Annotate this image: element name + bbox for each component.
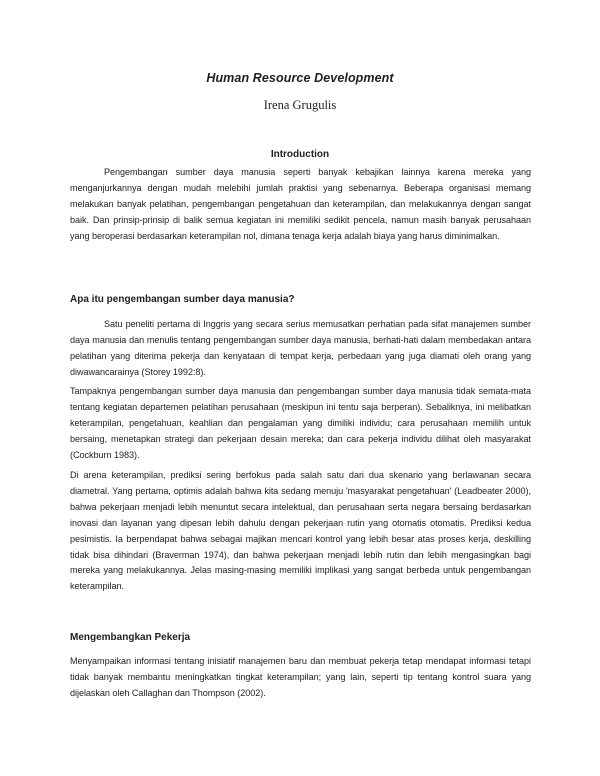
section-heading-developing-workers: Mengembangkan Pekerja	[70, 632, 191, 643]
document-title: Human Resource Development	[206, 71, 394, 85]
what-is-hrd-paragraph-1: Satu peneliti pertama di Inggris yang secara serius memusatkan perhatian pada sifat manajemen sumber daya manusia dan menulis tentang pengembangan sumber daya manusia, berhati-hati dalam membedakan antara pelatihan yang diterima pekerja dan kenyataan di tempat kerja, perbedaan yang juga diamati oleh orang yang diwawancarainya (Storey 1992:8).	[70, 319, 531, 377]
introduction-heading: Introduction	[270, 149, 330, 160]
what-is-hrd-paragraph-3: Di arena keterampilan, prediksi sering berfokus pada salah satu dari dua skenario yang berlawanan secara diametral. Yang pertama, optimis adalah bahwa kita sedang menuju 'masyarakat pengetahuan' (Leadbeater 2000), bahwa pekerjaan menjadi lebih menuntut secara intelektual, dan perusahaan serta negara bersaing berdasarkan inovasi dan layanan yang dipesan lebih dahulu dengan pekerjaan rutin yang otomatis otomatis. Prediksi kedua pesimistis. Ia berpendapat bahwa sebagai majikan mencari kontrol yang lebih besar atas proses kerja, deskilling tidak bisa dihindari (Braverman 1974), dan bahwa pekerjaan menjadi lebih rutin dan lebih mengasingkan bagi mereka yang melakukannya. Jelas masing-masing memiliki implikasi yang sangat berbeda untuk pengembangan keterampilan.	[70, 470, 531, 592]
document-author: Irena Grugulis	[263, 98, 337, 112]
what-is-hrd-paragraph-2: Tampaknya pengembangan sumber daya manusia dan pengembangan sumber daya manusia tidak semata-mata tentang kegiatan departemen pelatihan perusahaan (meskipun ini tentu saja berperan). Sebaliknya, ini melibatkan keterampilan, pengetahuan, keahlian dan pengalaman yang dimiliki individu; cara perusahaan memilih untuk bersaing, menetapkan strategi dan pekerjaan desain mereka; dan cara pekerja individu dilihat oleh masyarakat (Cockburn 1983).	[70, 386, 531, 460]
section-heading-what-is-hrd: Apa itu pengembangan sumber daya manusia?	[70, 294, 295, 305]
developing-workers-paragraph: Menyampaikan informasi tentang inisiatif manajemen baru dan membuat pekerja tetap mendapat informasi tetapi tidak banyak membantu meningkatkan tingkat keterampilan; yang lain, seperti tip tentang kontrol suara yang dijelaskan oleh Callaghan dan Thompson (2002).	[70, 656, 531, 698]
introduction-paragraph: Pengembangan sumber daya manusia seperti banyak kebajikan lainnya karena mereka yang menganjurkannya dengan mudah melebihi jumlah praktisi yang sebenarnya. Beberapa organisasi memang melakukan banyak pelatihan, pengembangan pengetahuan dan keterampilan, dan melakukannya dengan sangat baik. Dan prinsip-prinsip di balik semua kegiatan ini memiliki sedikit pencela, namun masih banyak perusahaan yang beroperasi berdasarkan keterampilan nol, dimana tenaga kerja adalah biaya yang harus diminimalkan.	[70, 167, 531, 241]
